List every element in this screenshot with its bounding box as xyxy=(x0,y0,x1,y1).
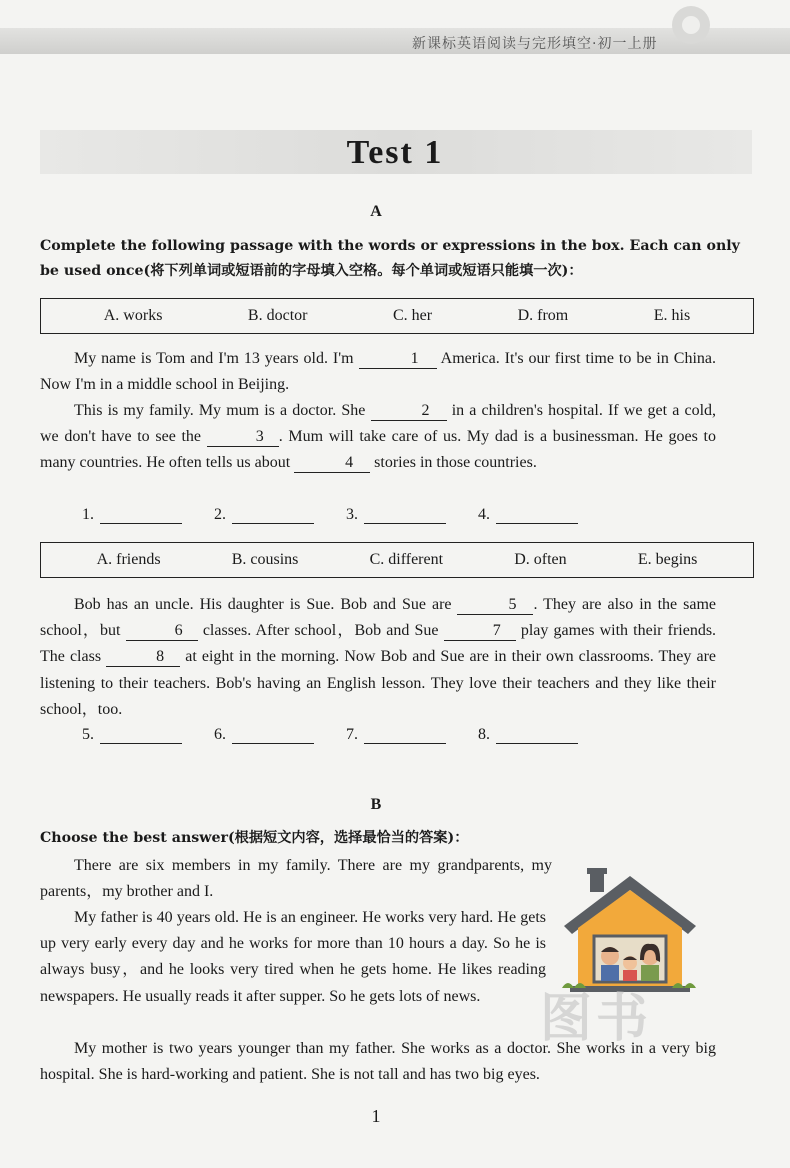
answer-number: 3. xyxy=(346,506,358,523)
passage-paragraph xyxy=(40,592,716,723)
word-option: C. different xyxy=(369,551,444,568)
answer-slot[interactable] xyxy=(346,726,478,744)
running-header: 新课标英语阅读与完形填空·初一上册 xyxy=(412,36,658,52)
paragraph-text: This is my family. My mum is a doctor. She xyxy=(74,402,366,419)
section-a-heading: A xyxy=(370,203,382,220)
word-option: A. friends xyxy=(96,551,161,568)
watermark-text: 图书 xyxy=(540,989,653,1049)
word-option: D. often xyxy=(514,551,567,568)
paragraph-text: . Mum will take care of us. My dad is a businessman. He goes to many countries. He often tells us about xyxy=(40,428,717,472)
answer-slot[interactable] xyxy=(478,506,610,524)
answer-slot[interactable] xyxy=(214,506,346,524)
paragraph-text: . They are also in the same school，but xyxy=(40,596,716,640)
publisher-logo-icon xyxy=(672,6,710,44)
passage-paragraph: My mother is two years younger than my father. She works as a doctor. She works in a very big hospital. She is hard-working and patient. She is not tall and has two big eyes. xyxy=(40,1040,716,1084)
paragraph-text: play games with their friends. The class xyxy=(40,622,717,666)
section-b-heading: B xyxy=(370,796,382,813)
answer-number: 2. xyxy=(214,506,226,523)
answer-number: 4. xyxy=(478,506,490,523)
paragraph-text: stories in those countries. xyxy=(374,454,537,472)
passage-paragraph: My father is 40 years old. He is an engineer. He works very hard. He gets up very early every day and he works for more than 10 hours a day. So he is always busy，and he looks very tired when he gets home. He likes reading newspapers. He usually reads it after supper. So he gets lots of news. xyxy=(40,909,546,1005)
blank-1: 1 xyxy=(359,350,437,369)
paragraph-text: at eight in the morning. Now Bob and Sue are in their own classrooms. They are listening to their teachers. Bob's having an English lesson. They love their teachers and they like their school，too. xyxy=(40,648,717,718)
answer-number: 6. xyxy=(214,726,226,743)
answer-number: 1. xyxy=(82,506,94,523)
word-option: B. doctor xyxy=(247,307,308,324)
blank-4: 4 xyxy=(294,454,370,473)
blank-7: 7 xyxy=(444,622,516,641)
word-box-2 xyxy=(40,542,754,578)
blank-2: 2 xyxy=(371,402,447,421)
paragraph-text: in a children's hospital. If we get a cold, we don't have to see the xyxy=(40,402,717,446)
answer-lines-2 xyxy=(82,726,610,744)
answer-lines-1 xyxy=(82,506,610,524)
section-a-instruction: Complete the following passage with the words or expressions in the box. Each can only be used once(将下列单词或短语前的字母填入空格。每个单词或短语只能填一次)： xyxy=(40,238,740,279)
answer-number: 8. xyxy=(478,726,490,743)
page-number: 1 xyxy=(371,1106,381,1126)
header-band xyxy=(0,28,790,54)
passage-paragraph: There are six members in my family. There are my grandparents, my parents，my brother and I. xyxy=(40,857,552,901)
paragraph-text: My name is Tom and I'm 13 years old. I'm xyxy=(74,350,354,367)
word-option: C. her xyxy=(392,307,433,324)
blank-3: 3 xyxy=(207,428,279,447)
blank-5: 5 xyxy=(457,596,533,615)
answer-number: 7. xyxy=(346,726,358,743)
word-option: E. his xyxy=(653,307,691,324)
blank-6: 6 xyxy=(126,622,198,641)
answer-slot[interactable] xyxy=(82,726,214,744)
blank-8: 8 xyxy=(106,648,180,667)
page-title: Test 1 xyxy=(346,134,444,171)
paragraph-text: classes. After school，Bob and Sue xyxy=(202,622,439,640)
answer-slot[interactable] xyxy=(478,726,610,744)
answer-number: 5. xyxy=(82,726,94,743)
word-option: B. cousins xyxy=(231,551,299,568)
passage-paragraph xyxy=(40,346,716,398)
word-box-1 xyxy=(40,298,754,334)
answer-slot[interactable] xyxy=(346,506,478,524)
word-option: D. from xyxy=(517,307,569,324)
passage-paragraph xyxy=(40,398,716,477)
chimney-top xyxy=(587,868,607,874)
answer-slot[interactable] xyxy=(82,506,214,524)
word-option: A. works xyxy=(103,307,163,324)
answer-slot[interactable] xyxy=(214,726,346,744)
paragraph-text: Bob has an uncle. His daughter is Sue. Bob and Sue are xyxy=(74,596,452,613)
section-b-instruction: Choose the best answer(根据短文内容，选择最恰当的答案)： xyxy=(40,830,469,846)
paragraph-text: America. It's our first time to be in China. Now I'm in a middle school in Beijing. xyxy=(40,350,717,394)
word-option: E. begins xyxy=(637,551,698,568)
